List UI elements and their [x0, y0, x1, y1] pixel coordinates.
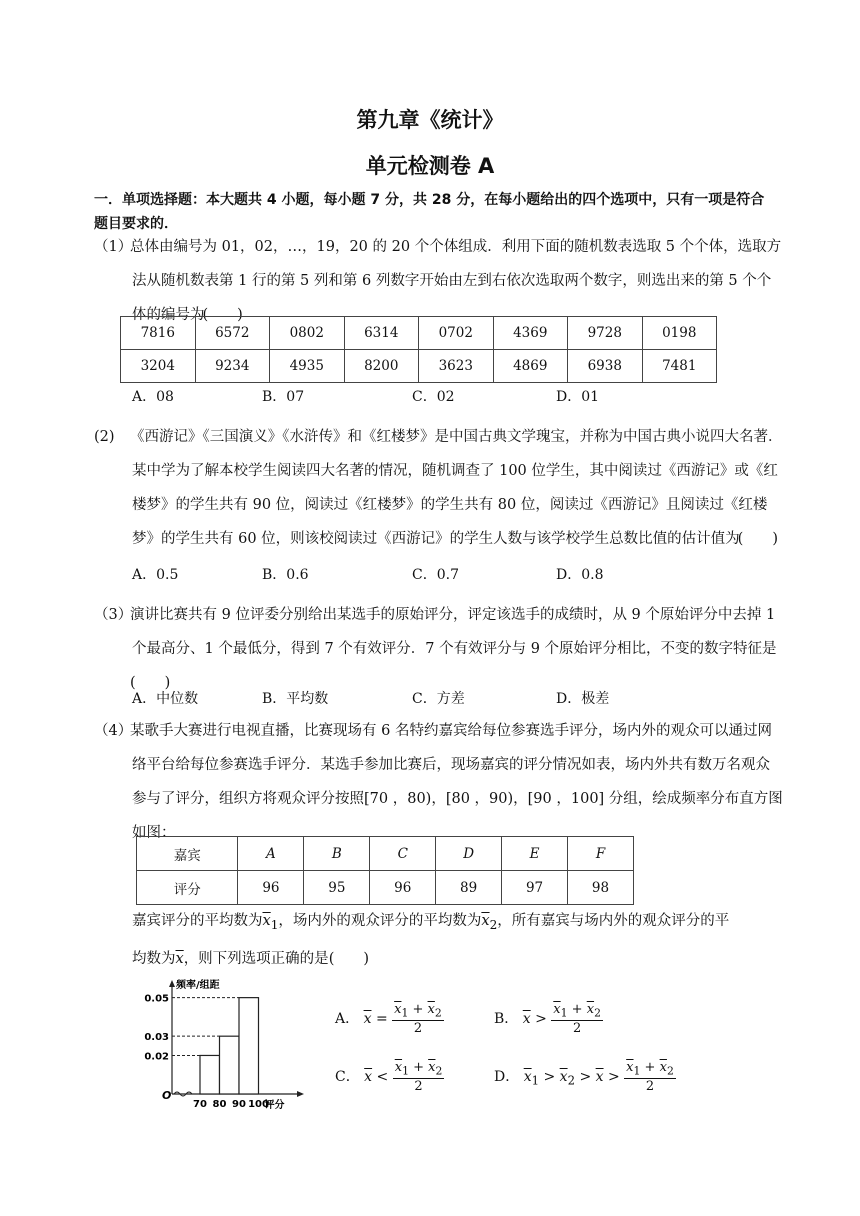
q1-options	[132, 386, 772, 410]
plus: +	[644, 1060, 656, 1075]
table-row	[121, 317, 717, 350]
page-subtitle: 单元检测卷 A	[365, 154, 495, 178]
answer-paren: ( )	[130, 675, 171, 691]
question-number: （3）	[94, 607, 133, 623]
option-d: D．0.8	[556, 567, 604, 583]
table-header-cell: D	[436, 837, 502, 871]
table-cell: 9728	[568, 317, 643, 350]
option-b: B．0.6	[262, 567, 309, 583]
option-c: C．02	[412, 389, 455, 405]
table-cell: 评分	[137, 871, 238, 905]
q4-text-d: 均数为	[132, 950, 176, 967]
question-number: (2)	[94, 429, 115, 445]
table-cell: 0702	[419, 317, 494, 350]
table-cell: 97	[502, 871, 568, 905]
table-cell: 7816	[121, 317, 196, 350]
table-cell: 4369	[493, 317, 568, 350]
x2: $\overline{x}$	[559, 1068, 568, 1085]
option-label: B．	[494, 1010, 519, 1027]
x2: $\overline{x}$	[659, 1060, 667, 1075]
x1: $\overline{x}$	[626, 1060, 634, 1075]
table-cell: 3623	[419, 350, 494, 383]
q4-text-b: ，场内外的观众评分的平均数为	[278, 913, 482, 929]
option-a: A．08	[132, 389, 174, 405]
s2: 2	[567, 1073, 575, 1088]
table-row	[137, 871, 634, 905]
den: 2	[645, 1078, 655, 1094]
x-tick-label: 80	[212, 1099, 227, 1110]
table-cell: 4869	[493, 350, 568, 383]
op: <	[376, 1068, 389, 1085]
table-header-cell: F	[568, 837, 634, 871]
section-heading: 一．单项选择题：本大题共 4 小题，每小题 7 分，共 28 分，在每小题给出的四个选项中，只有一项是符合题目要求的．	[94, 192, 765, 232]
y-axis-label: 频率/组距	[176, 980, 220, 991]
option-a: A．0.5	[132, 567, 179, 583]
table-cell: 89	[436, 871, 502, 905]
option-d: D．01	[556, 389, 600, 405]
s1: 1	[560, 1006, 568, 1020]
op: >	[579, 1068, 592, 1085]
table-cell: 95	[304, 871, 370, 905]
table-cell: 96	[238, 871, 304, 905]
x-axis-label: 评分	[264, 1100, 285, 1111]
plus: +	[413, 1060, 424, 1075]
question-4	[94, 714, 784, 850]
s1: 1	[402, 1064, 409, 1078]
x2: $\overline{x}$	[586, 1002, 595, 1017]
table-cell: 7481	[642, 350, 717, 383]
x-tick-label: 90	[232, 1099, 246, 1110]
x1: $\overline{x}$	[553, 1002, 561, 1017]
x1-subscript: 1	[270, 917, 279, 932]
s2: 2	[434, 1006, 442, 1020]
q4-continuation	[132, 904, 792, 976]
question-3	[94, 598, 784, 700]
question-text: 总体由编号为 01，02，…，19，20 的 20 个个体组成．利用下面的随机数表选取 5 个个体，选取方法从随机数表第 1 行的第 5 列和第 6 列数字开始由左到右依次选取两个数字，则选出来的第 5 个个体的编号为	[130, 239, 782, 323]
table-cell: 8200	[344, 350, 419, 383]
q4-option-d	[494, 1060, 676, 1094]
judge-score-table	[136, 836, 634, 905]
table-cell: 6938	[568, 350, 643, 383]
answer-paren: ( )	[202, 307, 243, 323]
q4-option-c	[335, 1060, 444, 1094]
q4-option-b	[494, 1002, 603, 1036]
table-cell: 0198	[642, 317, 717, 350]
fraction	[624, 1060, 676, 1094]
s1: 1	[531, 1073, 540, 1088]
option-label: D．	[494, 1068, 520, 1085]
table-cell: 6314	[344, 317, 419, 350]
question-text: 某歌手大赛进行电视直播，比赛现场有 6 名特约嘉宾给每位参赛选手评分，场内外的观众可以通过网络平台给每位参赛选手评分．某选手参加比赛后，现场嘉宾的评分情况如表，场内外共有数万名观众参与了评分，组织方将观众评分按照[70 ，80)，[80 ，90)，[90 ，100] 分组，绘成频率分布直方图如图：	[130, 723, 783, 841]
x2: $\overline{x}$	[428, 1060, 436, 1075]
q3-options	[132, 688, 772, 712]
q4-text-e: ，则下列选项正确的是	[183, 950, 329, 967]
q2-options	[132, 564, 772, 588]
op: >	[535, 1010, 547, 1027]
x1: $\overline{x}$	[523, 1068, 532, 1085]
question-2	[94, 420, 784, 556]
histogram-bar	[239, 998, 259, 1094]
table-cell: 0802	[270, 317, 345, 350]
y-tick-label: 0.02	[144, 1051, 169, 1063]
y-axis-arrow	[169, 980, 175, 987]
fraction	[392, 1002, 444, 1036]
question-number: （4）	[94, 723, 133, 739]
option-b: B．07	[262, 389, 305, 405]
op: >	[543, 1068, 556, 1085]
option-label: C．	[335, 1068, 360, 1085]
table-header-cell: B	[304, 837, 370, 871]
histogram-bar	[200, 1055, 220, 1094]
op: =	[375, 1010, 388, 1027]
frequency-histogram	[130, 978, 320, 1113]
y-tick-label: 0.05	[144, 993, 169, 1005]
plus: +	[412, 1002, 424, 1017]
option-c: C．方差	[412, 691, 465, 707]
x-bar: $\overline{x}$	[363, 1010, 372, 1027]
x-bar: $\overline{x}$	[364, 1068, 373, 1085]
x-tick-label: 70	[193, 1099, 207, 1110]
s2: 2	[435, 1064, 443, 1078]
origin-label: O	[162, 1089, 172, 1102]
y-tick-label: 0.03	[144, 1032, 169, 1044]
option-b: B．平均数	[262, 691, 329, 707]
table-header-cell: A	[238, 837, 304, 871]
table-header-cell: E	[502, 837, 568, 871]
s1: 1	[633, 1064, 641, 1078]
table-cell: 9234	[195, 350, 270, 383]
table-cell: 4935	[270, 350, 345, 383]
q4-option-a	[335, 1002, 444, 1036]
option-c: C．0.7	[412, 567, 459, 583]
den: 2	[414, 1078, 423, 1094]
question-text: 演讲比赛共有 9 位评委分别给出某选手的原始评分，评定该选手的成绩时，从 9 个原始评分中去掉 1 个最高分、1 个最低分，得到 7 个有效评分．7 个有效评分与 9 个原始评分相比，不变的数字特征是	[130, 607, 777, 657]
question-number: （1）	[94, 239, 133, 255]
fraction	[551, 1002, 603, 1036]
s2: 2	[666, 1064, 674, 1078]
plus: +	[571, 1002, 583, 1017]
x-bar-symbol: $\overline{x}$	[175, 950, 184, 967]
x2: $\overline{x}$	[427, 1002, 435, 1017]
q4-text-c: ，所有嘉宾与场内外的观众评分的平	[497, 913, 730, 929]
x2-subscript: 2	[489, 917, 498, 932]
x2-symbol: $\overline{x}$	[481, 913, 490, 929]
histogram-bar	[220, 1036, 240, 1094]
answer-paren: ( )	[328, 950, 370, 967]
x-tick-label: 100	[248, 1099, 269, 1110]
fraction	[393, 1060, 445, 1094]
random-number-table	[120, 316, 717, 383]
x-bar: $\overline{x}$	[522, 1010, 531, 1027]
x-axis-arrow	[297, 1091, 304, 1097]
answer-paren: ( )	[737, 531, 778, 547]
table-row	[121, 350, 717, 383]
den: 2	[413, 1020, 423, 1036]
x1: $\overline{x}$	[394, 1060, 403, 1075]
table-cell: 96	[370, 871, 436, 905]
option-label: A．	[335, 1010, 360, 1027]
den: 2	[572, 1020, 582, 1036]
option-d: D．极差	[556, 691, 610, 707]
s1: 1	[401, 1006, 409, 1020]
page-title: 第九章《统计》	[356, 108, 504, 132]
s2: 2	[594, 1006, 601, 1020]
x1-symbol: $\overline{x}$	[262, 913, 271, 929]
table-cell: 3204	[121, 350, 196, 383]
question-text: 《西游记》《三国演义》《水浒传》和《红楼梦》是中国古典文学瑰宝，并称为中国古典小说四大名著．某中学为了解本校学生阅读四大名著的情况，随机调查了 100 位学生，其中阅读过《西游记》或《红楼梦》的学生共有 90 位，阅读过《红楼梦》的学生共有 80 位，阅读过《西游记》且阅读过《红楼梦》的学生共有 60 位，则该校阅读过《西游记》的学生人数与该学校学生总数比值的估计值为	[130, 429, 783, 547]
x1: $\overline{x}$	[394, 1002, 402, 1017]
x-bar: $\overline{x}$	[595, 1068, 604, 1085]
table-cell: 98	[568, 871, 634, 905]
table-cell: 6572	[195, 317, 270, 350]
table-header-cell: C	[370, 837, 436, 871]
option-a: A．中位数	[132, 691, 199, 707]
q4-text-a: 嘉宾评分的平均数为	[132, 913, 263, 929]
table-header-row	[137, 837, 634, 871]
op: >	[607, 1068, 620, 1085]
table-header-cell: 嘉宾	[137, 837, 238, 871]
